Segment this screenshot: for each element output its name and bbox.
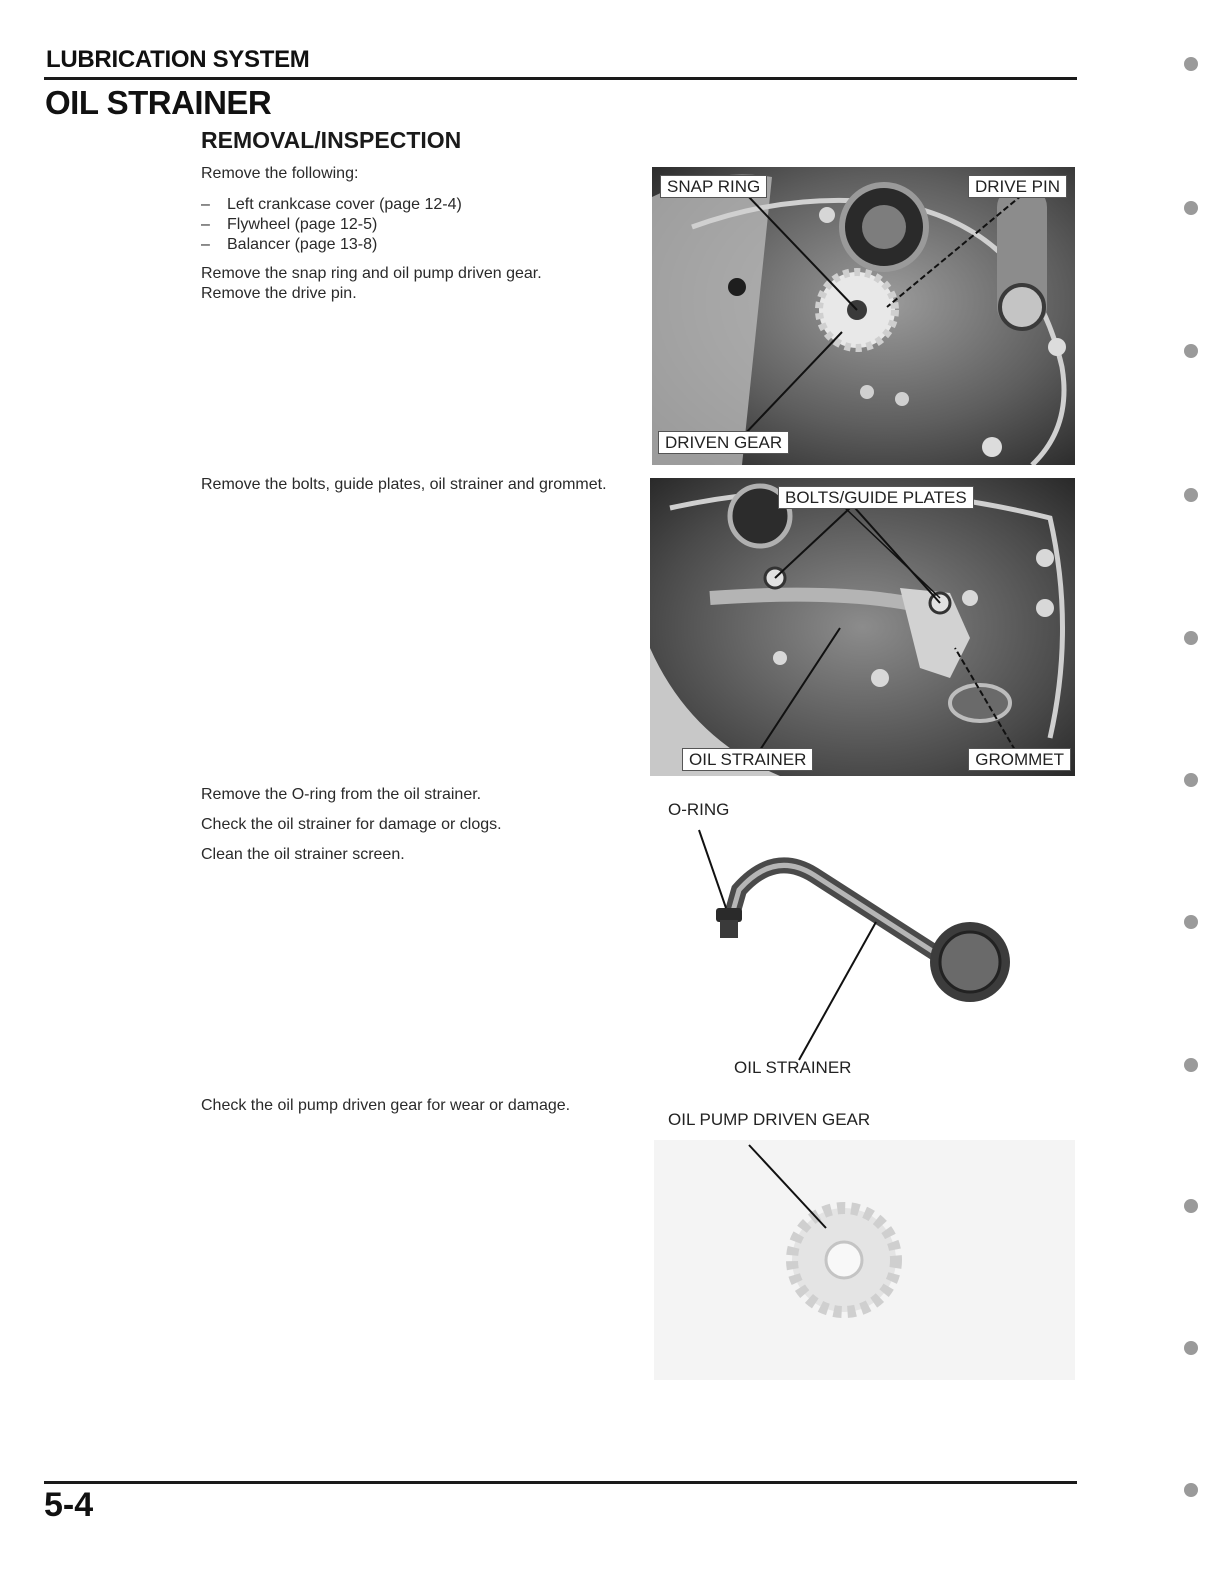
list-item: – Left crankcase cover (page 12-4) [201, 196, 462, 213]
binder-hole [1184, 57, 1198, 71]
binder-hole [1184, 631, 1198, 645]
list-item: – Balancer (page 13-8) [201, 236, 378, 253]
page-title: OIL STRAINER [45, 84, 272, 121]
figure-driven-gear-photo [654, 1100, 1075, 1380]
binder-hole [1184, 773, 1198, 787]
binder-hole [1184, 1483, 1198, 1497]
label-grommet: GROMMET [968, 748, 1071, 771]
label-o-ring: O-RING [668, 800, 730, 819]
label-oil-strainer-part: OIL STRAINER [734, 1058, 852, 1077]
removal-list [201, 195, 462, 255]
label-drive-pin: DRIVE PIN [968, 175, 1067, 198]
label-oil-strainer: OIL STRAINER [682, 748, 813, 771]
figure-guide-plates-photo [650, 478, 1075, 776]
label-driven-gear: DRIVEN GEAR [658, 431, 789, 454]
header-rule [44, 77, 1077, 80]
step2-text: Remove the bolts, guide plates, oil strainer and grommet. [201, 476, 607, 493]
label-oil-pump-driven-gear: OIL PUMP DRIVEN GEAR [668, 1110, 871, 1129]
binder-hole [1184, 488, 1198, 502]
binder-hole [1184, 344, 1198, 358]
binder-hole [1184, 1341, 1198, 1355]
step1-text: Remove the snap ring and oil pump driven gear. Remove the drive pin. [201, 265, 542, 302]
intro-text: Remove the following: [201, 165, 359, 182]
binder-hole [1184, 1199, 1198, 1213]
section-title: LUBRICATION SYSTEM [46, 46, 310, 73]
figure-o-ring-photo [654, 790, 1075, 1090]
list-item: – Flywheel (page 12-5) [201, 216, 378, 233]
footer-rule [44, 1481, 1077, 1484]
label-bolts-guide-plates: BOLTS/GUIDE PLATES [778, 486, 974, 509]
label-snap-ring: SNAP RING [660, 175, 767, 198]
subheading: REMOVAL/INSPECTION [201, 127, 462, 153]
binder-hole [1184, 915, 1198, 929]
binder-hole [1184, 201, 1198, 215]
page-number: 5-4 [44, 1486, 94, 1524]
step3-text: Remove the O-ring from the oil strainer. Check the oil strainer for damage or clogs. Clean the oil strainer screen. [201, 786, 502, 863]
figure-snap-ring-photo [652, 167, 1075, 465]
step4-text: Check the oil pump driven gear for wear or damage. [201, 1097, 571, 1114]
binder-hole [1184, 1058, 1198, 1072]
